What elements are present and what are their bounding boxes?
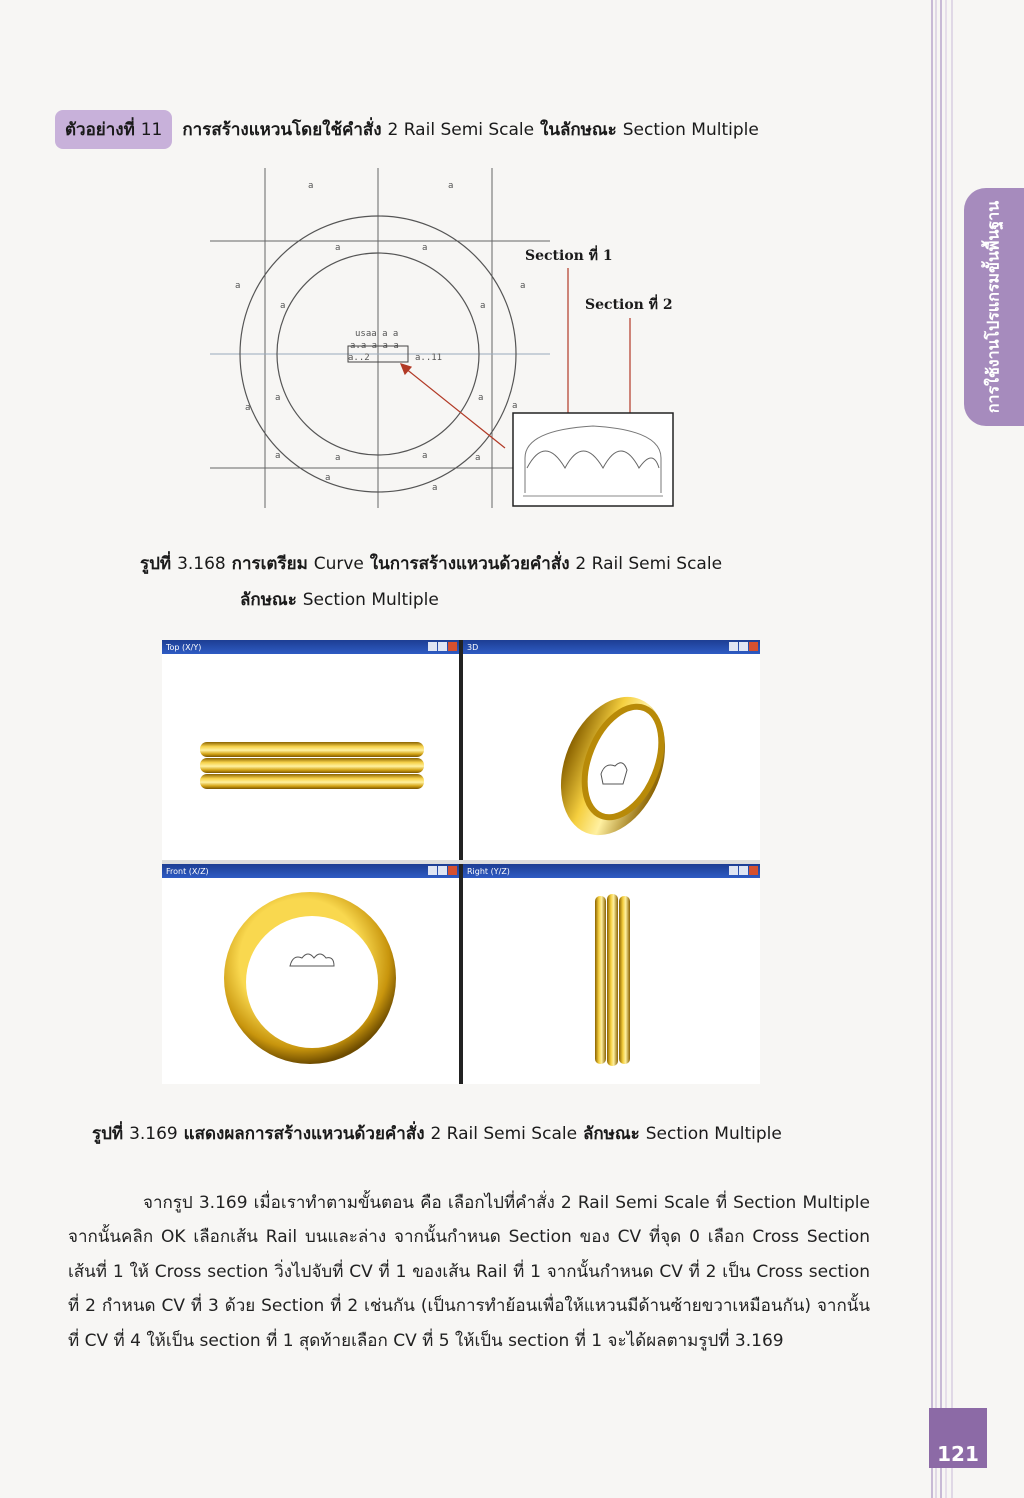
minimize-icon[interactable] bbox=[729, 866, 738, 875]
minimize-icon[interactable] bbox=[428, 642, 437, 651]
maximize-icon[interactable] bbox=[438, 866, 447, 875]
svg-text:a..11: a..11 bbox=[415, 353, 443, 363]
svg-text:a: a bbox=[480, 301, 486, 311]
svg-text:a: a bbox=[335, 243, 341, 253]
svg-text:a: a bbox=[275, 393, 281, 403]
viewport-top[interactable] bbox=[162, 640, 459, 860]
viewport-front-title: Front (X/Z) bbox=[166, 866, 209, 876]
viewport-right-title: Right (Y/Z) bbox=[467, 866, 510, 876]
section1-label: Section ที่ 1 bbox=[525, 248, 613, 264]
front-view-ring bbox=[162, 878, 459, 1084]
minimize-icon[interactable] bbox=[729, 642, 738, 651]
viewport-top-titlebar bbox=[162, 640, 459, 654]
example-title bbox=[182, 116, 758, 143]
close-icon[interactable] bbox=[448, 866, 457, 875]
chapter-side-tab bbox=[964, 188, 1024, 426]
viewport-right[interactable] bbox=[463, 864, 760, 1084]
svg-text:a: a bbox=[325, 473, 331, 483]
figure-3-168-caption bbox=[140, 546, 722, 618]
viewport-right-titlebar bbox=[463, 864, 760, 878]
svg-text:a: a bbox=[422, 243, 428, 253]
cap2-text-b: 2 Rail Semi Scale bbox=[430, 1124, 578, 1144]
maximize-icon[interactable] bbox=[438, 642, 447, 651]
cap1-line2-b: Section Multiple bbox=[302, 590, 439, 610]
svg-text:a: a bbox=[432, 483, 438, 493]
section2-label: Section ที่ 2 bbox=[585, 297, 673, 313]
svg-text:a: a bbox=[335, 453, 341, 463]
close-icon[interactable] bbox=[448, 642, 457, 651]
minimize-icon[interactable] bbox=[428, 866, 437, 875]
cap2-number: 3.169 bbox=[129, 1124, 178, 1144]
title-command: 2 Rail Semi Scale bbox=[387, 120, 535, 140]
figure-3-169-caption bbox=[92, 1120, 782, 1147]
svg-text:a.a a a a: a.a a a a bbox=[350, 341, 399, 351]
svg-text:a: a bbox=[275, 451, 281, 461]
viewport-top-title: Top (X/Y) bbox=[166, 642, 202, 652]
top-view-ring bbox=[162, 654, 459, 860]
curve-preparation-figure bbox=[205, 168, 705, 513]
cap1-text-b: Curve bbox=[313, 554, 364, 574]
svg-text:a: a bbox=[478, 393, 484, 403]
cap1-prefix: รูปที่ bbox=[140, 554, 172, 574]
cap2-text-a: แสดงผลการสร้างแหวนด้วยคำสั่ง bbox=[183, 1124, 425, 1144]
svg-text:a: a bbox=[475, 453, 481, 463]
svg-text:a: a bbox=[308, 181, 314, 191]
cap2-prefix: รูปที่ bbox=[92, 1124, 124, 1144]
svg-text:a: a bbox=[448, 181, 454, 191]
body-paragraph bbox=[68, 1186, 870, 1358]
svg-text:a: a bbox=[512, 401, 518, 411]
svg-text:a: a bbox=[520, 281, 526, 291]
svg-text:a..2: a..2 bbox=[348, 353, 370, 363]
example-badge-prefix: ตัวอย่างที่ bbox=[65, 120, 135, 140]
cap2-text-c: ลักษณะ bbox=[582, 1124, 640, 1144]
viewport-3d-titlebar bbox=[463, 640, 760, 654]
cap1-line2-a: ลักษณะ bbox=[240, 590, 297, 610]
ring-result-figure bbox=[162, 640, 760, 1084]
cap1-text-a: การเตรียม bbox=[231, 554, 308, 574]
viewport-3d-title: 3D bbox=[467, 642, 479, 652]
close-icon[interactable] bbox=[749, 866, 758, 875]
title-mode: Section Multiple bbox=[622, 120, 759, 140]
maximize-icon[interactable] bbox=[739, 642, 748, 651]
title-prefix: การสร้างแหวนโดยใช้คำสั่ง bbox=[182, 120, 382, 140]
example-badge-number: 11 bbox=[140, 120, 163, 140]
viewport-3d[interactable] bbox=[463, 640, 760, 860]
cap2-text-d: Section Multiple bbox=[645, 1124, 782, 1144]
right-view-ring bbox=[463, 878, 760, 1084]
cap1-number: 3.168 bbox=[177, 554, 226, 574]
close-icon[interactable] bbox=[749, 642, 758, 651]
svg-text:usaa a a: usaa a a bbox=[355, 329, 399, 339]
3d-view-ring bbox=[463, 654, 760, 860]
example-heading bbox=[55, 110, 759, 149]
svg-text:a: a bbox=[422, 451, 428, 461]
title-mid: ในลักษณะ bbox=[540, 120, 617, 140]
cap1-text-d: 2 Rail Semi Scale bbox=[575, 554, 723, 574]
svg-text:a: a bbox=[235, 281, 241, 291]
viewport-front[interactable] bbox=[162, 864, 459, 1084]
example-badge bbox=[55, 110, 172, 149]
page-number: 121 bbox=[929, 1408, 987, 1468]
svg-text:a: a bbox=[245, 403, 251, 413]
cap1-text-c: ในการสร้างแหวนด้วยคำสั่ง bbox=[369, 554, 570, 574]
body-paragraph-text: จากรูป 3.169 เมื่อเราทำตามขั้นตอน คือ เลือกไปที่คำสั่ง 2 Rail Semi Scale ที่ Section Multiple จากนั้นคลิก OK เลือกเส้น Rail บนและล่าง จากนั้นกำหนด Section ของ CV ที่จุด 0 เลือก Cross Section เส้นที่ 1 ให้ Cross section วิ่งไปจับที่ CV ที่ 1 ของเส้น Rail ที่ 1 จากนั้นกำหนด CV ที่ 2 เป็น Cross section ที่ 2 กำหนด CV ที่ 3 ด้วย Section ที่ 2 เช่นกัน (เป็นการทำย้อนเพื่อให้แหวนมีด้านซ้ายขวาเหมือนกัน) จากนั้นที่ CV ที่ 4 ให้เป็น section ที่ 1 สุดท้ายเลือก CV ที่ 5 ให้เป็น section ที่ 1 จะได้ผลตามรูปที่ 3.169 bbox=[68, 1193, 870, 1351]
maximize-icon[interactable] bbox=[739, 866, 748, 875]
svg-text:a: a bbox=[280, 301, 286, 311]
viewport-front-titlebar bbox=[162, 864, 459, 878]
chapter-side-tab-label: การใช้งานโปรแกรมขั้นพื้นฐาน bbox=[983, 200, 1003, 414]
